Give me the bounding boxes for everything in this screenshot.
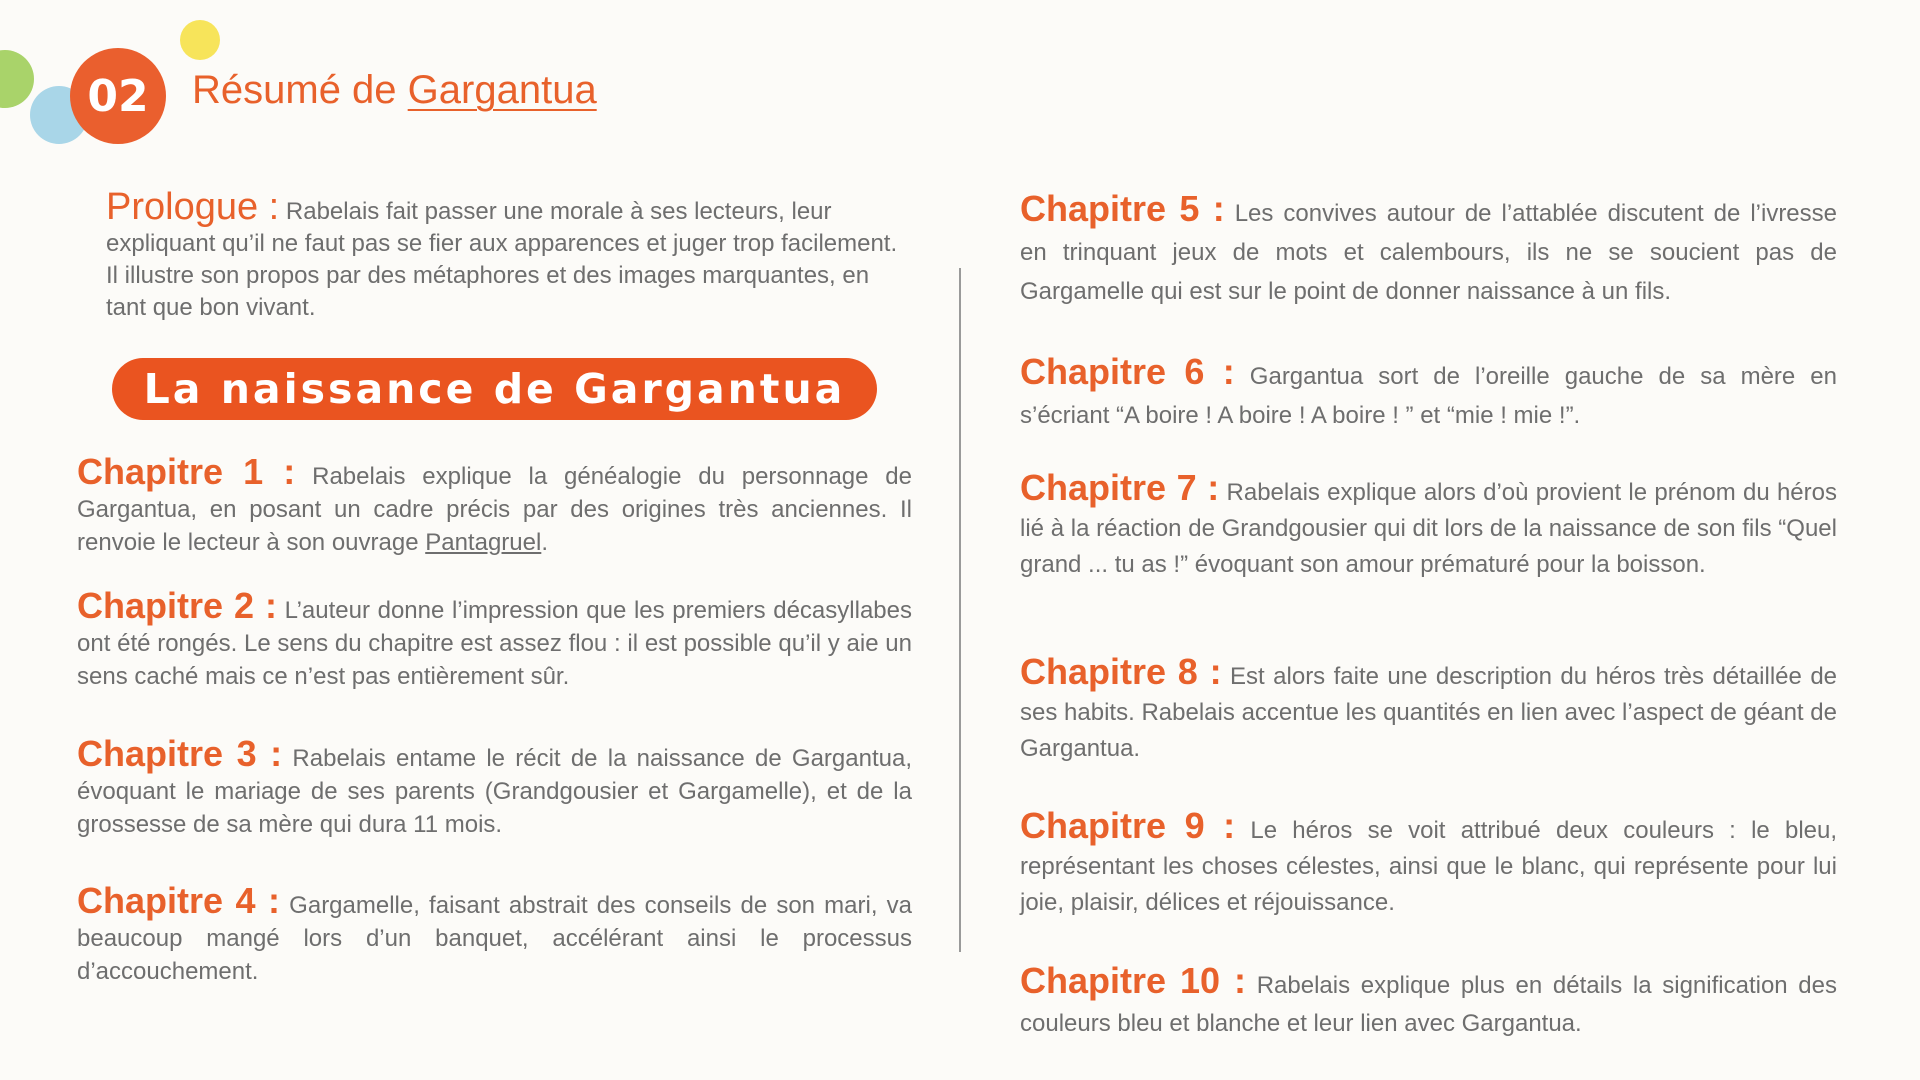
chapter-text: L’auteur donne l’impression que les premiers décasyllabes ont été rongés. Le sens du chapitre est assez flou : il est possible qu’il y aie un sens caché mais ce n’est pas entièrement sûr.	[77, 597, 912, 690]
column-divider	[959, 268, 961, 952]
chapter-heading: Chapitre 1 :	[77, 451, 296, 492]
chapter-heading: Chapitre 5 :	[1020, 188, 1225, 229]
chapter-heading: Chapitre 7 :	[1020, 467, 1220, 508]
chapter-9-paragraph	[1020, 805, 1838, 921]
chapter-1-paragraph: Chapitre 1 : Rabelais explique la généalogie du personnage de Gargantua, en posant un cadre précis par des origines très anciennes. Il renvoie le lecteur à son ouvrage Pantagruel.	[77, 451, 913, 556]
prologue-heading: Prologue :	[106, 186, 280, 228]
decor-circle-yellow	[180, 20, 220, 60]
chapter-heading: Chapitre 2 :	[77, 585, 277, 626]
chapter-text: Gargantua sort de l’oreille gauche de sa mère en s’écriant “A boire ! A boire ! A boire ! ” et “mie ! mie !”.	[1020, 363, 1837, 429]
chapter-text: Est alors faite une description du héros très détaillée de ses habits. Rabelais accentue les quantités en lien avec l’aspect de géant de Gargantua.	[1020, 663, 1838, 762]
chapter-heading: Chapitre 9 :	[1020, 805, 1236, 846]
chapter-heading: Chapitre 3 :	[77, 733, 283, 774]
chapter-10-paragraph	[1020, 962, 1837, 1043]
chapter-5-paragraph	[1020, 189, 1837, 311]
chapter-text: Gargamelle, faisant abstrait des conseils de son mari, va beaucoup mangé lors d’un banquet, accélérant ainsi le processus d’accouchement.	[77, 892, 912, 985]
prologue-text: Rabelais fait passer une morale à ses lecteurs, leur expliquant qu’il ne faut pas se fier aux apparences et juger trop facilement. Il illustre son propos par des métaphores et des images marquantes, en tant que bon vivant.	[106, 198, 898, 321]
chapter-heading: Chapitre 6 :	[1020, 351, 1235, 392]
section-banner: La naissance de Gargantua	[112, 358, 877, 420]
prologue-paragraph	[106, 186, 906, 324]
chapter-text: Rabelais explique alors d’où provient le prénom du héros lié à la réaction de Grandgousier qui dit lors de la naissance de son fils “Quel grand ... tu as !” évoquant son amour prématuré pour la boisson.	[1020, 479, 1837, 578]
chapter-7-paragraph	[1020, 467, 1837, 583]
title-link[interactable]: Gargantua	[407, 68, 597, 112]
chapter-text: Les convives autour de l’attablée discutent de l’ivresse en trinquant jeux de mots et calembours, ils ne se soucient pas de Gargamelle qui est sur le point de donner naissance à un fils.	[1020, 200, 1837, 305]
page-title: Résumé de Gargantua	[192, 68, 597, 112]
chapter-8-paragraph	[1020, 651, 1838, 767]
pantagruel-link[interactable]: Pantagruel	[425, 529, 542, 556]
chapter-2-paragraph	[77, 585, 912, 693]
chapter-heading: Chapitre 4 :	[77, 880, 281, 921]
section-number-badge: 02	[70, 48, 166, 144]
chapter-text: Rabelais entame le récit de la naissance de Gargantua, évoquant le mariage de ses parents (Grandgousier et Gargamelle), et de la grossesse de sa mère qui dura 11 mois.	[77, 745, 912, 838]
chapter-heading: Chapitre 10 :	[1020, 960, 1247, 1001]
chapter-4-paragraph	[77, 880, 912, 988]
decor-circle-green	[0, 50, 34, 108]
chapter-text: Rabelais explique plus en détails la signification des couleurs bleu et blanche et leur lien avec Gargantua.	[1020, 972, 1838, 1037]
chapter-text: Rabelais explique la généalogie du personnage de Gargantua, en posant un cadre précis par des origines très anciennes. Il renvoie le lecteur à son ouvrage	[77, 463, 913, 556]
chapter-6-paragraph	[1020, 352, 1837, 435]
chapter-heading: Chapitre 8 :	[1020, 651, 1222, 692]
chapter-3-paragraph	[77, 733, 912, 841]
chapter-text: Le héros se voit attribué deux couleurs : le bleu, représentant les choses célestes, ainsi que le blanc, qui représente pour lui joie, plaisir, délices et réjouissance.	[1020, 817, 1838, 916]
